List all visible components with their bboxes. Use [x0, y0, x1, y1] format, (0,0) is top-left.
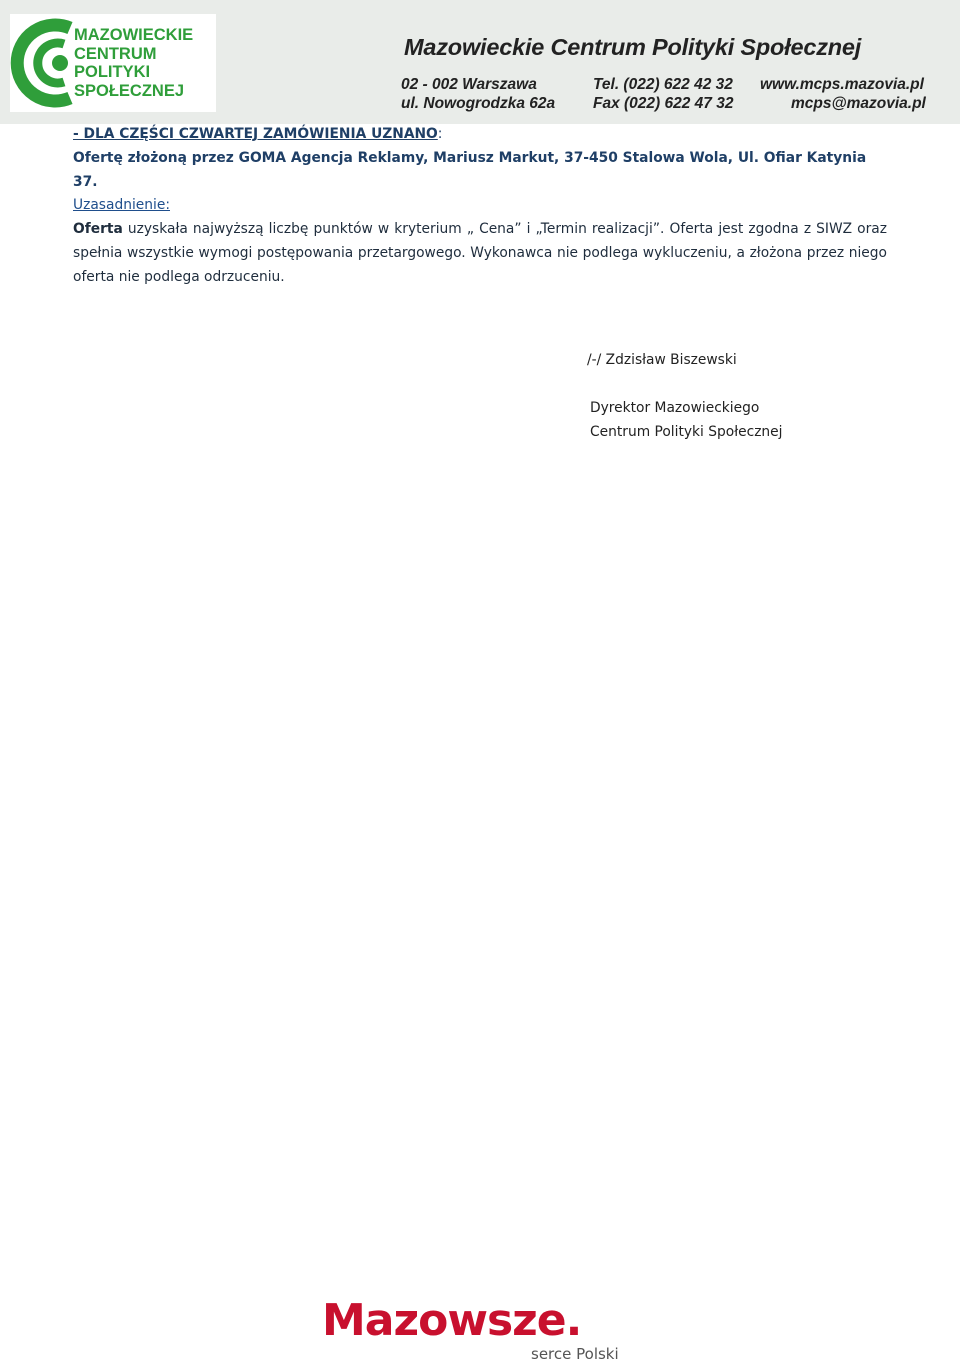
logo-wordmark	[74, 26, 214, 100]
mazowsze-logo	[322, 1296, 642, 1352]
section-heading	[73, 123, 887, 147]
letterhead	[0, 0, 960, 124]
justification-label: Uzasadnienie:	[73, 197, 170, 214]
signature-title-line-2: Centrum Polityki Społecznej	[590, 424, 783, 440]
section-heading-text: - DLA CZĘŚCI CZWARTEJ ZAMÓWIENIA UZNANO	[73, 126, 438, 142]
logo-line-2: CENTRUM	[74, 44, 157, 63]
mazowsze-wordmark: Mazowsze.	[322, 1295, 582, 1346]
phone-number: Tel. (022) 622 42 32	[593, 76, 733, 93]
email-link[interactable]: mcps@mazovia.pl	[791, 95, 926, 112]
document-body	[73, 123, 887, 290]
street-address: ul. Nowogrodzka 62a	[401, 95, 556, 112]
paragraph-lead: Oferta	[73, 221, 123, 238]
winning-offer-line: Ofertę złożoną przez GOMA Agencja Reklamy, Mariusz Markut, 37-450 Stalowa Wola, Ul. Ofiar Katynia 37.	[73, 149, 867, 190]
org-name: Mazowieckie Centrum Polityki Społecznej	[404, 34, 862, 60]
justification-paragraph	[73, 218, 887, 289]
signature-title-line-1: Dyrektor Mazowieckiego	[590, 400, 760, 416]
logo-emblem-icon	[10, 14, 84, 112]
justification-heading	[73, 194, 887, 218]
fax-number: Fax (022) 622 47 32	[593, 95, 734, 112]
signature-name: /-/ Zdzisław Biszewski	[587, 352, 737, 368]
website-link[interactable]: www.mcps.mazovia.pl	[760, 76, 924, 93]
paragraph-text: uzyskała najwyższą liczbę punktów w kryterium „ Cena” i „Termin realizacji”. Oferta jest zgodna z SIWZ oraz spełnia wszystkie wymogi postępowania przetargowego. Wykonawca nie podlega wykluczeniu, a złożona przez niego oferta nie podlega odrzuceniu.	[73, 221, 887, 285]
logo-line-1: MAZOWIECKIE	[74, 26, 194, 44]
mcps-logo	[10, 14, 216, 112]
section-heading-colon: :	[437, 126, 443, 142]
mazowsze-tagline: serce Polski	[531, 1345, 619, 1363]
logo-line-3: POLITYKI	[74, 63, 151, 81]
postal-code: 02 - 002 Warszawa	[401, 76, 537, 93]
logo-line-4: SPOŁECZNEJ	[74, 81, 185, 100]
